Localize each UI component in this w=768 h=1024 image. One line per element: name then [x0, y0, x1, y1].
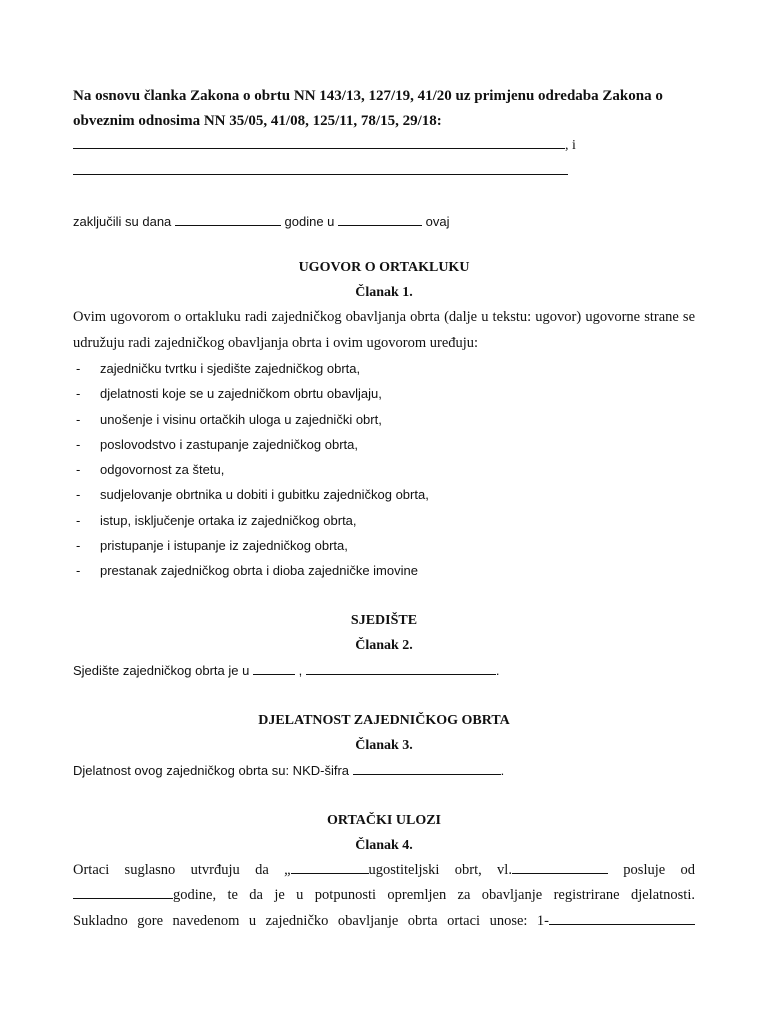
party-2-blank[interactable] — [73, 160, 568, 175]
list-item: - istup, isključenje ortaka iz zajedničkog obrta, — [76, 512, 357, 528]
seat-end: . — [495, 662, 500, 678]
activity-line — [73, 758, 695, 783]
section-4-title: ORTAČKI ULOZI — [327, 812, 441, 828]
date-blank[interactable] — [175, 211, 281, 226]
intro-paragraph: Na osnovu članka Zakona o obrtu NN 143/13, 127/19, 41/20 uz primjenu odredaba Zakona o obveznim odnosima NN 35/05, 41/08, 125/11, 78/15, 29/18: — [73, 88, 663, 129]
document-page — [73, 84, 695, 934]
list-item: - sudjelovanje obrtnika u dobiti i gubitku zajedničkog obrta, — [76, 487, 429, 503]
party-1-blank[interactable] — [73, 134, 565, 149]
article-3-heading: Članak 3. — [355, 737, 413, 753]
concluded-mid: godine u — [284, 214, 335, 229]
article-4-heading: Članak 4. — [355, 837, 413, 853]
article-4-line-2: godine, te da je u potpunosti opremljen za obavljanje registrirane djelatnosti. — [73, 883, 695, 909]
activity-prefix: Djelatnost ovog zajedničkog obrta su: NKD-šifra — [73, 762, 350, 778]
seat-prefix: Sjedište zajedničkog obrta je u — [73, 662, 250, 678]
list-item: - unošenje i visinu ortačkih uloga u zajednički obrt, — [76, 411, 382, 427]
nkd-code-blank[interactable] — [353, 760, 501, 775]
list-item: - prestanak zajedničkog obrta i dioba zajedničke imovine — [76, 563, 418, 579]
article-4-line-1: Ortaci suglasno utvrđuju da „ ugostiteljski obrt, vl. posluje od — [73, 858, 695, 884]
since-date-blank[interactable] — [73, 884, 173, 899]
article-2-heading: Članak 2. — [355, 637, 413, 653]
document-title: UGOVOR O ORTAKLUKU — [298, 260, 470, 275]
seat-blank-1[interactable] — [253, 660, 295, 675]
party-line-suffix: , i — [565, 138, 576, 153]
article-1-list — [73, 356, 695, 584]
list-item: - pristupanje i istupanje iz zajedničkog obrta, — [76, 538, 348, 554]
seat-sep: , — [298, 662, 303, 678]
seat-line — [73, 658, 695, 683]
concluded-line — [73, 210, 695, 234]
obrt-name-blank[interactable] — [291, 859, 369, 874]
list-item: - poslovodstvo i zastupanje zajedničkog obrta, — [76, 436, 358, 452]
place-blank[interactable] — [338, 211, 422, 226]
section-3-title: DJELATNOST ZAJEDNIČKOG OBRTA — [258, 712, 510, 728]
seat-blank-2[interactable] — [306, 660, 496, 675]
list-item: - djelatnosti koje se u zajedničkom obrtu obavljaju, — [76, 386, 382, 402]
section-2-title: SJEDIŠTE — [350, 612, 418, 628]
article-1-heading: Članak 1. — [355, 285, 413, 300]
article-1-text: Ovim ugovorom o ortakluku radi zajedničkog obavljanja obrta (dalje u tekstu: ugovor) ugovorne strane se udružuju radi zajedničkog obavljanja obrta i ovim ugovorom uređuju: — [73, 309, 695, 351]
party-line-1 — [73, 134, 695, 158]
owner-blank[interactable] — [512, 859, 608, 874]
concluded-prefix: zaključili su dana — [73, 214, 172, 229]
activity-end: . — [500, 762, 505, 778]
list-item: - zajedničku tvrtku i sjedište zajedničkog obrta, — [76, 361, 361, 376]
article-4-line-3: Sukladno gore navedenom u zajedničko obavljanje obrta ortaci unose: 1- — [73, 909, 695, 935]
list-item: - odgovornost za štetu, — [76, 462, 225, 478]
concluded-suffix: ovaj — [425, 214, 450, 229]
party-line-2 — [73, 160, 695, 184]
contribution-1-blank[interactable] — [549, 910, 695, 925]
